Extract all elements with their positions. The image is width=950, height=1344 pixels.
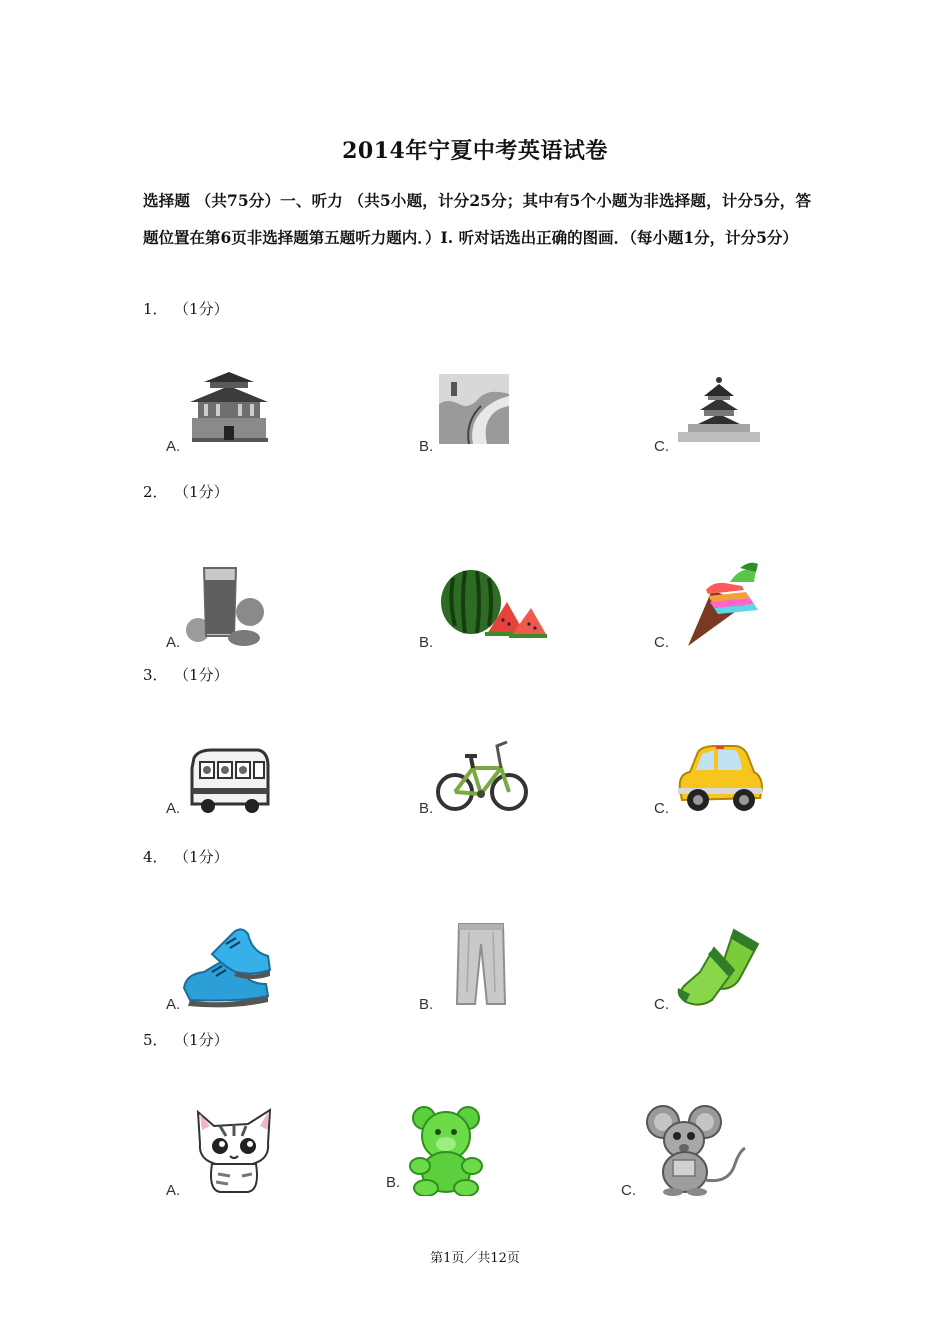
teddy-bear-icon: [406, 1104, 486, 1196]
question-points: （1分）: [181, 1031, 229, 1049]
option-letter: B.: [419, 634, 434, 651]
option-letter: B.: [419, 438, 434, 455]
temple-of-heaven-icon: [676, 374, 762, 444]
option-letter: B.: [419, 996, 434, 1013]
option-letter: C.: [621, 1182, 636, 1199]
question-3-label: [143, 664, 229, 685]
trousers-icon: [455, 922, 507, 1006]
question-points: （1分）: [181, 483, 229, 501]
question-points: （1分）: [181, 848, 229, 866]
option-letter: A.: [166, 996, 181, 1013]
option-letter: A.: [166, 438, 181, 455]
socks-icon: [674, 926, 762, 1006]
option-letter: C.: [654, 996, 669, 1013]
question-number: 3．: [143, 666, 168, 684]
section-instructions: 选择题 （共75分）一、听力 （共5小题，计分25分；其中有5个小题为非选择题，计分5分，答题位置在第6页非选择题第五题听力题内．）I. 听对话选出正确的图画．（每小题1分，计分5分）: [143, 191, 811, 247]
question-number: 1．: [143, 300, 168, 318]
question-2-label: [143, 481, 229, 502]
sneakers-icon: [182, 926, 272, 1012]
page-footer: 第1页／共12页: [430, 1251, 520, 1266]
bus-icon: [188, 748, 270, 814]
page-title: 2014年宁夏中考英语试卷: [342, 138, 608, 164]
ice-cream-icon: [684, 560, 760, 648]
option-letter: B.: [386, 1174, 401, 1191]
option-letter: C.: [654, 634, 669, 651]
option-letter: C.: [654, 800, 669, 817]
option-letter: A.: [166, 1182, 181, 1199]
question-1-label: [143, 298, 229, 319]
question-5-label: [143, 1029, 229, 1050]
question-points: （1分）: [181, 666, 229, 684]
bicycle-icon: [435, 736, 529, 816]
mouse-icon: [643, 1104, 747, 1196]
option-letter: A.: [166, 634, 181, 651]
option-letter: B.: [419, 800, 434, 817]
juice-glass-icon: [184, 566, 266, 648]
cat-icon: [190, 1104, 276, 1196]
question-4-label: [143, 846, 229, 867]
question-points: （1分）: [181, 300, 229, 318]
car-icon: [676, 744, 764, 814]
question-number: 4．: [143, 848, 168, 866]
watermelon-icon: [441, 562, 549, 644]
question-number: 2．: [143, 483, 168, 501]
option-letter: C.: [654, 438, 669, 455]
question-number: 5．: [143, 1031, 168, 1049]
great-wall-icon: [439, 374, 509, 444]
tiananmen-gate-icon: [188, 372, 270, 444]
option-letter: A.: [166, 800, 181, 817]
